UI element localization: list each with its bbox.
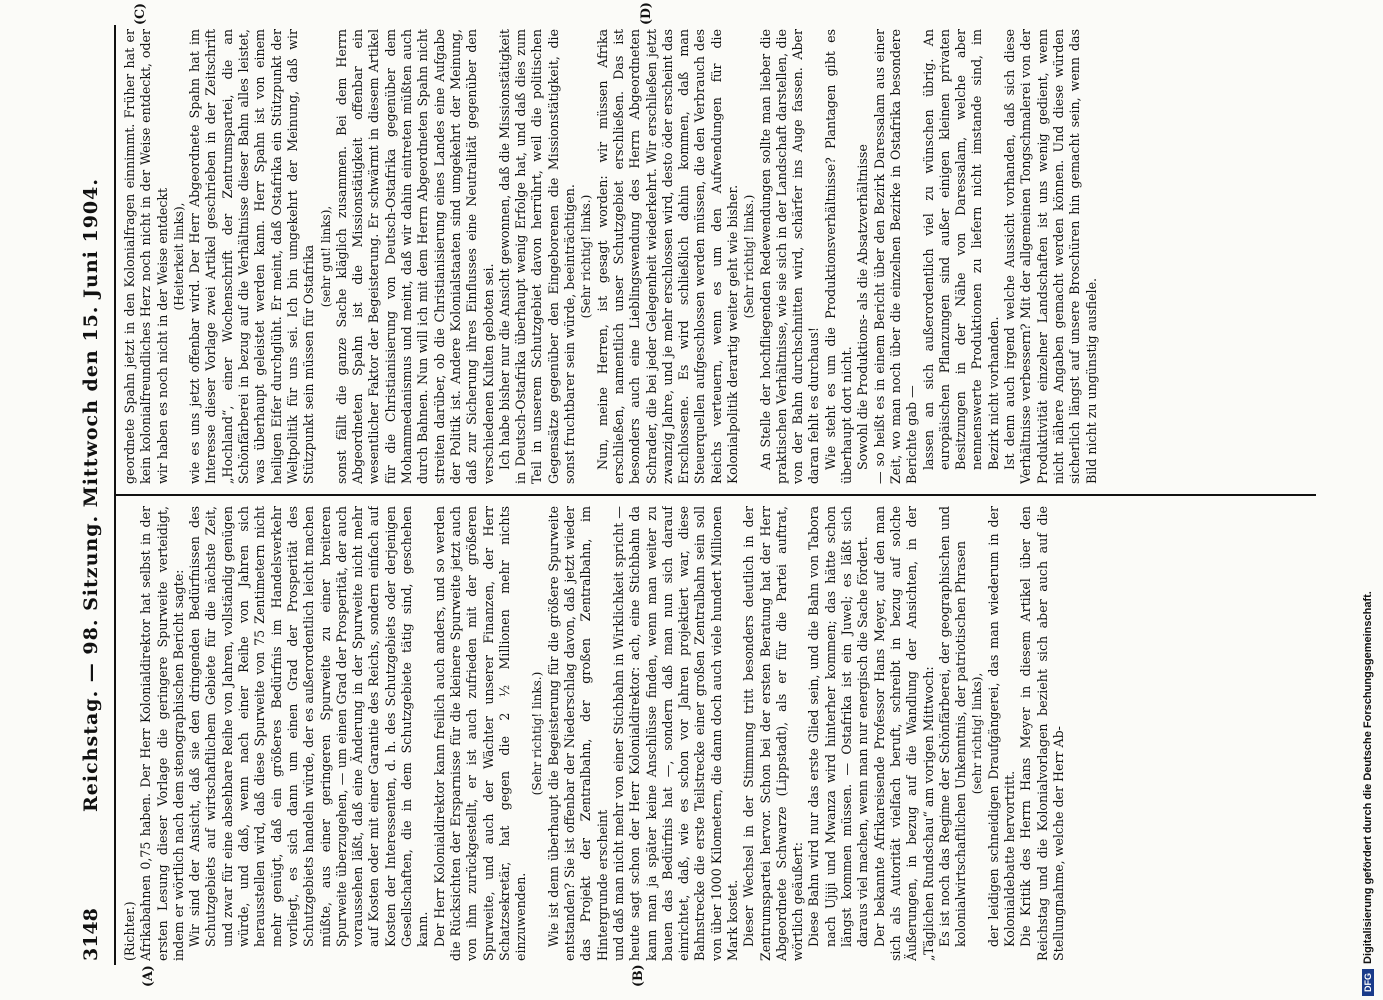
paragraph: Wir sind der Ansicht, daß sie den dringenden Bedürfnissen des Schutzgebiets auf wirtschaftlichem Gebiete für die nächste Zeit, und zwar für eine absehbare Reihe von Jahren, vollständig genügen würde, und daß, wenn nach einer Reihe von Jahren sich herausstellen wird, daß diese Spurweite von 75 Zentimetern nicht mehr genügt, daß ein größeres Bedürfnis im Handelsverkehr vorliegt, es sich dann um einen Grad der Prosperität des Schutzgebiets handeln würde, der es außerordentlich leicht machen müßte, aus einer geringeren Spurweite zu einer breiteren Spurweite überzugehen, — um einen Grad der Prosperität, der auch voraussehen läßt, daß eine Änderung in der Spurweite nicht mehr auf Kosten oder mit einer Garantie des Reichs, sondern einfach auf Kosten der Interessenten, d. h. des Schutzgebiets oder derjenigen Gesellschaften, die in dem Schutzgebiete tätig sind, geschehen kann. [187,506,431,947]
paragraph: Ich habe bisher nur die Ansicht gewonnen, daß die Missionstätigkeit in Deutsch-Ostafrika überhaupt wenig Erfolge hat, und daß dies zum Teil in unserem Schutzgebiet davon herrührt, weil die politischen Gegensätze gegenüber den Eingeborenen die Missionstätigkeit, die sonst fruchtbarer sein würde, beeinträchtigen. [496,29,578,484]
page-number: 3148 [80,908,102,961]
paragraph: An Stelle der hochfliegenden Redewendungen sollte man lieber die praktischen Verhältnisse, wie sie sich in der Landschaft darstellen, die von der Bahn durchschnitten wird, schärfer ins Auge fassen. Aber daran fehlt es durchaus! [757,29,822,484]
column-divider [116,494,1316,496]
interjection: (Heiterkeit links), [171,202,186,311]
margin-mark-b: (B) [630,964,645,987]
paragraph: Wie ist denn überhaupt die Begeisterung für die größere Spurweite entstanden? Sie ist offenbar der Niederschlag davon, daß jetzt wieder das Projekt der Zentralbahn, der großen Zentralbahn, im Hintergrunde erscheint [545,506,610,961]
paragraph: geordnete Spahn jetzt in den Kolonialfragen einnimmt. Früher hat er kein kolonialfreundliches Herz noch nicht in der Weise entdeckt, oder wir haben es noch nicht in der Weise entdeckt [122,29,170,484]
margin-mark-a: (A) [140,965,155,987]
paragraph: Es ist noch das Regime der Schönfärberei, der geographischen und kolonialwirtschaftlichen Unkenntnis, der patriotischen Phrasen [936,506,969,947]
interjection: (Sehr richtig! links.) [742,194,757,319]
left-column [122,506,1312,961]
interjection: (Sehr richtig! links.) [579,194,594,319]
paragraph: Sowohl die Produktions- als die Absatzverhältnisse [855,144,871,470]
interjection: (sehr richtig! links), [970,672,985,795]
paragraph: der leidigen schneidigen Draufgängerei, das man wiederum in der Kolonialdebatte hervortritt. [985,506,1018,947]
paragraph: Der bekannte Afrikareisende Professor Hans Meyer, auf den man sich als Autorität vielfach beruft, schreibt in bezug auf solche Äußerungen, in bezug auf die Wandlung der Ansichten, in der „Täglichen Rundschau“ am vorigen Mittwoch: [871,506,936,961]
digitization-note [1362,591,1374,996]
paragraph: Nun, meine Herren, ist gesagt worden: wir müssen Afrika erschließen, namentlich unser Schutzgebiet erschließen. Das ist besonders auch eine Lieblingswendung des Herrn Abgeordneten Schrader, die bei jeder Gelegenheit wiederkehrt. Wir erschließen jetzt zwanzig Jahre, und je mehr erschlossen wird, desto öder erscheint das Erschlossene. Es wird schließlich dahin kommen, daß man Steuerquellen aufgeschlossen werden müssen, die den Verbrauch des Reichs verteuern, wenn es um den Aufwendungen für die Kolonialpolitik derartig weiter geht wie bisher. [594,29,740,484]
dfg-logo: DFG [1362,969,1374,996]
paragraph: — so heißt es in einem Bericht über den Bezirk Daressalam aus einer Zeit, wo man noch über die einzelnen Bezirke in Ostafrika besondere Berichte gab — [871,29,920,484]
margin-mark-d: (D) [638,2,653,25]
margin-mark-c: (C) [132,3,147,25]
paragraph: sonst fällt die ganze Sache kläglich zusammen. Bei dem Herrn Abgeordneten Spahn ist die Missionstätigkeit offenbar ein wesentlicher Faktor der Begeisterung. Er schwärmt in diesem Artikel für die Christianisierung von Deutsch-Ostafrika gegenüber dem Mohammedanismus und meint, daß wir dahin eintreten müßten auch durch Bahnen. Nun will ich mit dem Herrn Abgeordneten Spahn nicht streiten darüber, ob die Christianisierung eines Landes eine Aufgabe der Politik ist. Andere Kolonialstaaten sind umgekehrt der Meinung, daß zur Sicherung ihres Einflusses eine Neutralität gegenüber den verschiedenen Kulten geboten sei. [333,29,496,484]
paragraph: lassen an sich außerordentlich viel zu wünschen übrig. An europäischen Pflanzungen sind außer einigen kleinen privaten Besitzungen in der Nähe von Daressalam, welche aber nennenswerte Produktionen zu liefern nicht imstande sind, im Bezirk nicht vorhanden. [920,29,1001,470]
paragraph: und daß man nicht mehr von einer Stichbahn in Wirklichkeit spricht — heute sagt schon der Herr Kolonialdirektor: ach, eine Stichbahn da kann man ja später keine Anschlüsse finden, wenn man weiter zu bauen das Bedürfnis hat —, sondern daß man nun sich darauf einrichtet, daß, wie es schon vor Jahren projektiert war, diese Bahnstrecke die erste Teilstrecke einer großen Zentralbahn sein soll von über 1000 Kilometern, die dann doch auch viele hundert Millionen Mark kostet. [610,506,740,961]
paragraph: Afrikabahnen 0,75 haben. Der Herr Kolonialdirektor hat selbst in der ersten Lesung dieser Vorlage die geringere Spurweite verteidigt, indem er wörtlich nach dem stenographischen Bericht sagte: [138,506,186,961]
interjection: (sehr gut! links), [318,205,333,308]
right-column [122,29,1312,484]
paragraph: Wie steht es um die Produktionsverhältnisse? Plantagen gibt es überhaupt dort nicht. [822,29,855,484]
paragraph: Die Kritik des Herrn Hans Meyer in diesem Artikel über den Reichstag und die Kolonialvorlagen bezieht sich aber auch auf die Stellungnahme, welche der Herr Ab- [1018,506,1066,961]
paragraph: Ist denn auch irgend welche Aussicht vorhanden, daß sich diese Verhältnisse verbessern? Mit der allgemeinen Tongschmalerei von der Produktivität einzelner Landschaften ist uns wenig gedient, wenn nicht nähere Angaben gemacht werden können. Und diese würden sicherlich längst auf unsere Broschüren hin gemacht sein, wenn das Bild nicht zu ungünstig ausfiele. [1002,29,1099,484]
paragraph: Diese Bahn wird nur das erste Glied sein, und die Bahn von Tabora nach Ujiji und Mwanza wird hinterher kommen; das hätte schon längst kommen müssen. — Ostafrika ist ein Juwel; es läßt sich daraus viel machen, wenn man nur energisch die Sache fördert. [806,506,871,947]
paragraph: wie es uns jetzt offenbar wird. Der Herr Abgeordnete Spahn hat im Interesse dieser Vorlage zwei Artikel geschrieben in der Zeitschrift „Hochland“, einer Wochenschrift der Zentrumspartei, die an Schönfärberei in bezug auf die Verhältnisse dieser Bahn alles leistet, was überhaupt geleistet werden kann. Herr Spahn ist von einem heiligen Eifer durchglüht. Er meint, daß Ostafrika ein Stützpunkt der Weltpolitik für uns sei. Ich bin umgekehrt der Meinung, daß wir Stützpunkt sein müssen für Ostafrika [187,29,317,484]
running-title: Reichstag. — 98. Sitzung. Mittwoch den 15. Juni 1904. [80,178,102,812]
page-header [70,25,116,965]
interjection: (Sehr richtig! links.) [530,671,545,796]
paragraph: (Richter.) [122,901,137,961]
rotated-page [70,2,1320,987]
paragraph: Dieser Wechsel in der Stimmung tritt besonders deutlich in der Zentrumspartei hervor. Schon bei der ersten Beratung hat der Herr Abgeordnete Schwarze (Lippstadt), als er für die Partei auftrat, wörtlich geäußert: [741,506,806,961]
paragraph: Der Herr Kolonialdirektor kann freilich auch anders, und so werden die Rücksichten der Ersparnisse für die kleinere Spurweite jetzt auch von ihm zurückgestellt, er ist auch zufrieden mit der größeren Spurweite, und auch der Wächter unserer Finanzen, der Herr Schatzsekretär, hat gegen die 2 ½ Millionen mehr nichts einzuwenden. [431,506,529,961]
digitization-note-text: Digitalisierung gefördert durch die Deutsche Forschungsgemeinschaft. [1362,591,1374,964]
